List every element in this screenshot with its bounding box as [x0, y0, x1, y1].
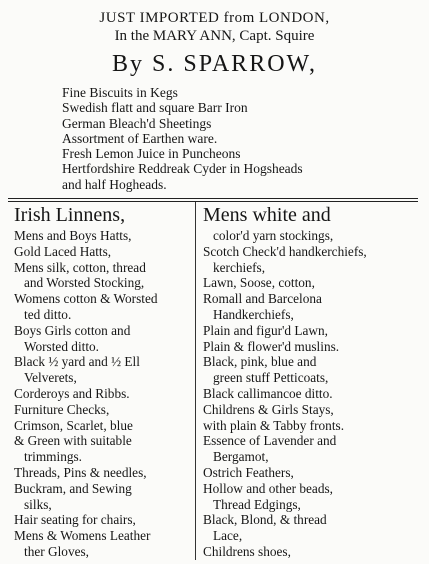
- right-column-line: Black, pink, blue and: [203, 354, 317, 370]
- header-line-merchant: By S. SPARROW,: [112, 51, 317, 77]
- left-column-line: Gold Laced Hatts,: [14, 243, 112, 259]
- right-column-line: Bergamot,: [213, 449, 269, 465]
- left-column-line: Mens & Womens Leather: [14, 528, 151, 544]
- left-column-line: Black ½ yard and ½ Ell: [14, 354, 140, 370]
- header-line-ship: In the MARY ANN, Capt. Squire: [114, 28, 315, 44]
- right-column-line: Ostrich Feathers,: [203, 464, 294, 480]
- left-column-line: and Worsted Stocking,: [24, 275, 145, 291]
- right-column-line: Thread Edgings,: [213, 496, 301, 512]
- left-column-line: Hair seating for chairs,: [14, 512, 136, 528]
- left-column-line: Worsted ditto.: [24, 338, 100, 354]
- right-column-line: Hollow and other beads,: [203, 480, 333, 496]
- left-column-line: Threads, Pins & needles,: [14, 464, 147, 480]
- right-column-line: Handkerchiefs,: [213, 306, 294, 322]
- left-column-line: Velverets,: [24, 370, 77, 386]
- right-column-line: Essence of Lavender and: [203, 433, 337, 449]
- right-column-line: kerchiefs,: [213, 259, 266, 275]
- right-column-line: Black callimancoe ditto.: [203, 385, 333, 401]
- right-column-line: Plain & flower'd muslins.: [203, 338, 340, 354]
- right-column-line: Romall and Barcelona: [203, 291, 322, 307]
- right-column: [203, 203, 383, 560]
- left-column-heading: Irish Linnens,: [14, 204, 126, 226]
- left-column-line: Boys Girls cotton and: [14, 322, 131, 338]
- goods-item: Hertfordshire Reddreak Cyder in Hogsheads: [62, 161, 303, 177]
- left-column-line: Mens silk, cotton, thread: [14, 259, 146, 275]
- right-column-line: Childrens & Girls Stays,: [203, 401, 334, 417]
- right-column-line: Childrens shoes,: [203, 543, 291, 559]
- right-column-line: green stuff Petticoats,: [213, 370, 329, 386]
- right-column-line: Lace,: [213, 528, 243, 544]
- right-column-line: Scotch Check'd handkerchiefs,: [203, 243, 367, 259]
- left-column-line: trimmings.: [24, 449, 82, 465]
- left-column-line: ted ditto.: [24, 306, 72, 322]
- goods-list: [62, 85, 412, 192]
- goods-item: Swedish flatt and square Barr Iron: [62, 100, 248, 116]
- right-column-heading: Mens white and: [203, 204, 331, 226]
- goods-item: Fine Biscuits in Kegs: [62, 85, 178, 100]
- right-column-line: Black, Blond, & thread: [203, 512, 327, 528]
- left-column-line: & Green with suitable: [14, 433, 132, 449]
- left-column-line: Mens and Boys Hatts,: [14, 228, 132, 243]
- goods-item: and half Hogheads.: [62, 176, 167, 192]
- goods-item: Assortment of Earthen ware.: [62, 130, 218, 146]
- divider-rule: [8, 201, 418, 202]
- header-line-imported: JUST IMPORTED from LONDON,: [99, 10, 330, 26]
- right-column-line: color'd yarn stockings,: [213, 228, 334, 243]
- left-column-line: Crimson, Scarlet, blue: [14, 417, 133, 433]
- left-column-line: silks,: [24, 496, 52, 512]
- left-column-line: ther Gloves,: [24, 543, 89, 559]
- left-column-line: Buckram, and Sewing: [14, 480, 132, 496]
- left-column-line: Furniture Checks,: [14, 401, 110, 417]
- left-column: [14, 203, 190, 560]
- goods-item: Fresh Lemon Juice in Puncheons: [62, 146, 241, 162]
- left-column-line: Womens cotton & Worsted: [14, 291, 158, 307]
- divider-rule: [8, 198, 418, 199]
- column-divider: [195, 202, 196, 560]
- goods-item: German Bleach'd Sheetings: [62, 115, 212, 131]
- right-column-line: Lawn, Soose, cotton,: [203, 275, 315, 291]
- left-column-line: Corderoys and Ribbs.: [14, 385, 130, 401]
- right-column-line: Plain and figur'd Lawn,: [203, 322, 328, 338]
- right-column-line: with plain & Tabby fronts.: [203, 417, 345, 433]
